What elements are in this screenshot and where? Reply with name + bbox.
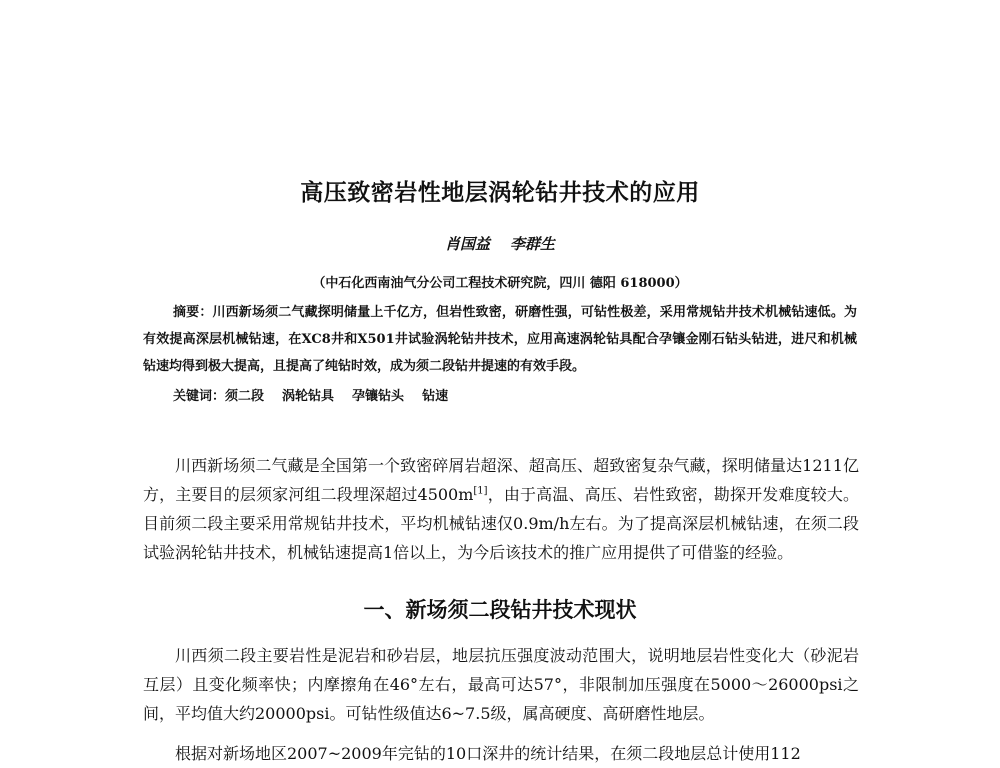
- author-name: 李群生: [510, 235, 556, 253]
- keyword: 钻速: [422, 389, 449, 404]
- author-list: [0, 233, 1000, 254]
- author-affiliation: （中石化西南油气分公司工程技术研究院，四川 德阳 618000）: [312, 276, 688, 291]
- keywords-label: 关键词：: [173, 389, 226, 404]
- keyword: 须二段: [225, 389, 265, 404]
- abstract-label: 摘要：: [173, 305, 213, 320]
- body-paragraph: 川西须二段主要岩性是泥岩和砂岩层，地层抗压强度波动范围大，说明地层岩性变化大（砂泥岩互层）且变化频率快；内摩擦角在46°左右，最高可达57°，非限制加压强度在5000～26000psi之间，平均值大约20000psi。可钻性级值达6~7.5级，属高硬度、高研磨性地层。: [143, 646, 859, 723]
- intro-text-part1: 川西新场须二气藏是全国第一个致密碎屑岩超深、超高压、超致密复杂气藏，探明储量达1211亿方，主要目的层须家河组二段埋深超过4500m: [143, 456, 859, 504]
- keywords: [173, 385, 863, 404]
- citation-ref: [1]: [473, 485, 488, 497]
- intro-paragraph: [143, 451, 859, 567]
- keyword: 涡轮钻具: [282, 389, 335, 404]
- author-name: 肖国益: [444, 235, 490, 253]
- section-heading: 一、新场须二段钻井技术现状: [363, 598, 637, 622]
- abstract-text: 川西新场须二气藏探明储量上千亿方，但岩性致密，研磨性强，可钻性极差，采用常规钻井技术机械钻速低。为有效提高深层机械钻速，在XC8井和X501井试验涡轮钻井技术，应用高速涡轮钻具配合孕镶金刚石钻头钻进，进尺和机械钻速均得到极大提高，且提高了纯钻时效，成为须二段钻井提速的有效手段。: [143, 305, 857, 374]
- abstract: [143, 299, 857, 380]
- paper-title: 高压致密岩性地层涡轮钻井技术的应用: [300, 180, 700, 206]
- body-paragraph: 根据对新场地区2007~2009年完钻的10口深井的统计结果，在须二段地层总计使用112: [175, 744, 801, 763]
- intro-text-part2: ，由于高温、高压、岩性致密，勘探开发难度较大。目前须二段主要采用常规钻井技术，平均机械钻速仅0.9m/h左右。为了提高深层机械钻速，在须二段试验涡轮钻井技术，机械钻速提高1倍以上，为今后该技术的推广应用提供了可借鉴的经验。: [143, 485, 859, 562]
- keyword: 孕镶钻头: [352, 389, 405, 404]
